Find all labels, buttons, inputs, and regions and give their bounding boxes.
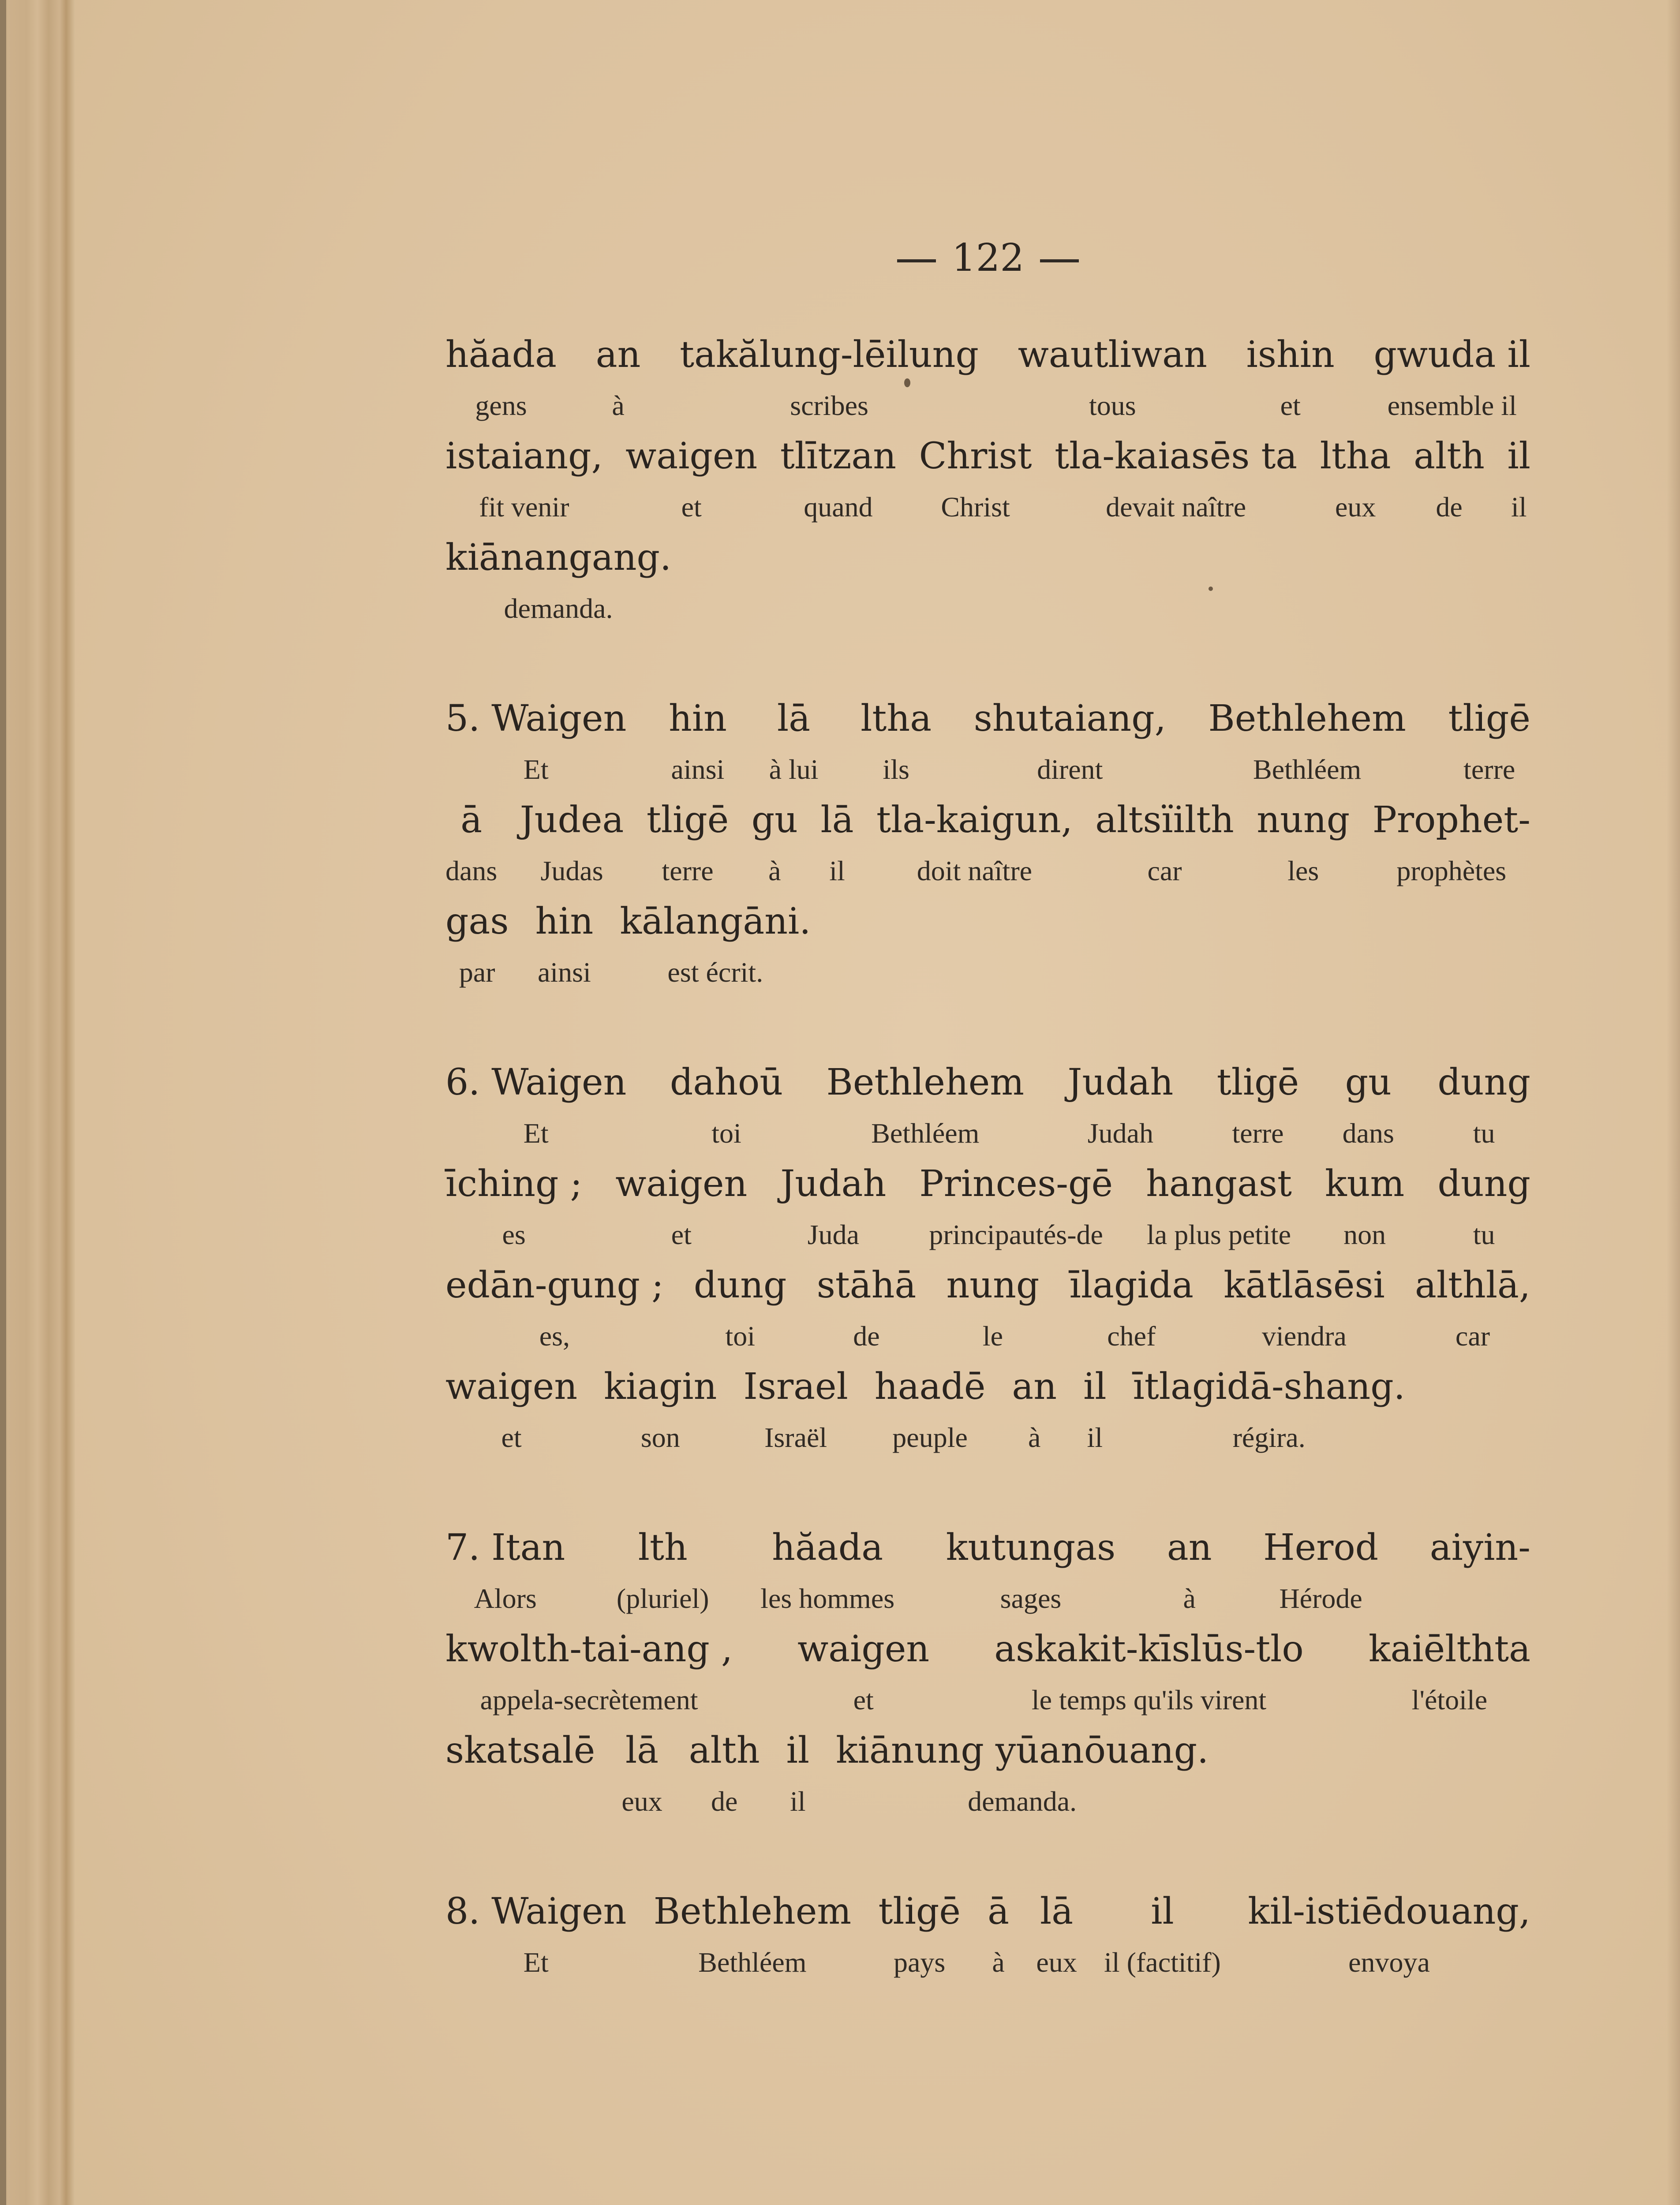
french-gloss: es (502, 1219, 526, 1250)
haida-word: gu (1345, 1061, 1392, 1103)
haida-word: gwuda il (1373, 334, 1530, 376)
word-pair (445, 1056, 626, 1158)
french-gloss: à lui (769, 754, 819, 785)
word-pair (1104, 1885, 1221, 1987)
word-pair (604, 1360, 717, 1462)
verse-v4-cont (445, 329, 1530, 633)
french-gloss: ainsi (671, 754, 725, 785)
word-pair (1208, 692, 1406, 794)
french-gloss: Et (523, 1947, 549, 1978)
french-gloss: ainsi (537, 957, 591, 988)
word-pair (876, 794, 1073, 895)
paper-speck (1209, 587, 1213, 591)
text-line (445, 692, 1530, 794)
haida-word: askakit-kīslūs-tlo (994, 1628, 1304, 1670)
french-gloss: terre (662, 855, 714, 886)
word-pair (994, 1623, 1303, 1724)
french-gloss: de (1436, 491, 1463, 523)
word-pair (786, 1724, 809, 1826)
word-pair (654, 1885, 851, 1987)
word-pair (669, 692, 727, 794)
french-gloss: non (1343, 1219, 1386, 1250)
haida-word: kil-istiēdouang, (1248, 1891, 1530, 1932)
french-gloss: de (853, 1320, 880, 1352)
french-gloss: il (factitif) (1104, 1947, 1221, 1978)
haida-word: an (1167, 1527, 1212, 1569)
word-pair (1083, 1360, 1106, 1462)
word-pair (621, 1724, 662, 1826)
haida-word: kwolth-tai-ang , (445, 1628, 733, 1670)
text-line (445, 1158, 1530, 1259)
french-gloss: Bethléem (698, 1947, 807, 1978)
word-pair (1036, 1885, 1077, 1987)
verse-gap (445, 633, 1530, 692)
haida-word: hangast (1146, 1163, 1292, 1205)
word-pair (689, 1724, 760, 1826)
haida-word: an (1012, 1366, 1057, 1408)
haida-word: ā (988, 1891, 1010, 1932)
word-pair (445, 1623, 733, 1724)
haida-word: il (786, 1730, 810, 1771)
haida-word: hin (669, 698, 727, 740)
french-gloss: Et (523, 754, 549, 785)
french-gloss: dans (445, 855, 498, 886)
word-pair (988, 1885, 1009, 1987)
book-spine-edge (0, 0, 75, 2205)
french-gloss (1477, 1574, 1484, 1623)
haida-word: an (595, 334, 641, 376)
dash-left (897, 259, 936, 262)
word-pair (974, 692, 1166, 794)
word-pair (445, 1158, 582, 1259)
word-pair (445, 1259, 664, 1360)
french-gloss: sages (1000, 1583, 1062, 1614)
french-gloss: ensemble il (1387, 390, 1517, 421)
word-pair (1320, 430, 1391, 531)
french-gloss: de (711, 1786, 738, 1817)
word-pair (445, 1521, 565, 1623)
french-gloss: eux (621, 1786, 662, 1817)
word-pair (445, 1360, 577, 1462)
haida-word: hin (535, 901, 594, 942)
haida-word: kutungas (946, 1527, 1116, 1569)
word-pair (1018, 329, 1207, 430)
haida-word: ltha (861, 698, 932, 740)
word-pair (1167, 1521, 1212, 1623)
french-gloss: par (459, 957, 495, 988)
word-pair (445, 1885, 626, 1987)
french-gloss: Juda (807, 1219, 860, 1250)
french-gloss: doit naître (917, 855, 1033, 886)
word-pair (1248, 1885, 1530, 1987)
word-pair (1369, 1623, 1530, 1724)
haida-word: Bethlehem (826, 1061, 1025, 1103)
interlinear-text (445, 329, 1530, 1987)
text-line (445, 1521, 1530, 1623)
haida-word: kiānangang. (445, 537, 672, 579)
french-gloss: Israël (764, 1422, 827, 1453)
binding-edge (0, 0, 6, 2205)
haida-word: haadē (874, 1366, 986, 1408)
word-pair (769, 692, 819, 794)
word-pair (1414, 430, 1485, 531)
word-pair (1070, 1259, 1194, 1360)
word-pair (1146, 1158, 1292, 1259)
word-pair (878, 1885, 960, 1987)
haida-word: istaiang, (445, 435, 603, 477)
word-pair (1133, 1360, 1405, 1462)
dash-right (1040, 259, 1079, 262)
haida-word: Judah (780, 1163, 887, 1205)
word-pair (836, 1724, 1209, 1826)
word-pair (760, 1521, 894, 1623)
text-line (445, 1623, 1530, 1724)
french-gloss: scribes (790, 390, 868, 421)
haida-word: Judah (1067, 1061, 1174, 1103)
french-gloss: fit venir (479, 491, 569, 523)
haida-word: waigen (625, 435, 758, 477)
word-pair (875, 1360, 986, 1462)
haida-word: Princes-gē (919, 1163, 1113, 1205)
french-gloss (517, 1777, 524, 1826)
haida-word: nung (1257, 799, 1350, 841)
french-gloss: terre (1232, 1117, 1284, 1149)
haida-word: dung (693, 1264, 787, 1306)
verse-gap (445, 997, 1530, 1056)
french-gloss: peuple (892, 1422, 968, 1453)
word-pair (520, 794, 624, 895)
word-pair (1095, 794, 1234, 895)
word-pair (615, 1158, 747, 1259)
word-pair (1325, 1158, 1404, 1259)
french-gloss: et (501, 1422, 522, 1453)
french-gloss: il (790, 1786, 806, 1817)
haida-word: takălung-lēilung (680, 334, 979, 376)
word-pair (827, 1056, 1024, 1158)
haida-word: Bethlehem (653, 1891, 852, 1932)
text-line (445, 329, 1530, 430)
word-pair (445, 895, 509, 997)
haida-word: tla-kaigun, (876, 799, 1073, 841)
text-line (445, 1056, 1530, 1158)
word-pair (647, 794, 729, 895)
french-gloss: il (829, 855, 845, 886)
word-pair (861, 692, 932, 794)
word-pair (1263, 1521, 1378, 1623)
word-pair (445, 430, 603, 531)
haida-word: waigen (615, 1163, 748, 1205)
word-pair (445, 794, 497, 895)
text-line (445, 1885, 1530, 1987)
haida-word: ltha (1320, 435, 1391, 477)
haida-word: Herod (1263, 1527, 1379, 1569)
haida-word: gas (445, 901, 509, 942)
haida-word: Prophet- (1372, 799, 1530, 841)
haida-word: il (1151, 1891, 1174, 1932)
haida-word: kum (1325, 1163, 1405, 1205)
verse-v6 (445, 1056, 1530, 1462)
haida-word: tligē (1448, 698, 1530, 740)
haida-word: tligē (646, 799, 729, 841)
text-line (445, 794, 1530, 895)
haida-word: lā (1040, 1891, 1074, 1932)
haida-word: shutaiang, (973, 698, 1166, 740)
verse-v8 (445, 1885, 1530, 1987)
french-gloss: et (681, 491, 702, 523)
french-gloss: est écrit. (667, 957, 763, 988)
haida-word: kiagin (604, 1366, 717, 1408)
word-pair (780, 430, 896, 531)
word-pair (1067, 1056, 1173, 1158)
french-gloss: pays (893, 1947, 946, 1978)
haida-word: kātlāsēsi (1224, 1264, 1385, 1306)
word-pair (919, 1158, 1113, 1259)
french-gloss: Bethléem (871, 1117, 980, 1149)
word-pair (535, 895, 593, 997)
french-gloss: principautés-de (929, 1219, 1103, 1250)
french-gloss: Alors (474, 1583, 537, 1614)
word-pair (1415, 1259, 1530, 1360)
haida-word: lth (638, 1527, 688, 1569)
french-gloss: la plus petite (1147, 1219, 1291, 1250)
haida-word: 6. Waigen (445, 1061, 627, 1103)
haida-word: il (1083, 1366, 1107, 1408)
french-gloss: les (1287, 855, 1319, 886)
french-gloss: eux (1036, 1947, 1077, 1978)
french-gloss: à (992, 1947, 1005, 1978)
french-gloss: dans (1342, 1117, 1394, 1149)
word-pair (780, 1158, 886, 1259)
text-line (445, 430, 1530, 531)
haida-word: 7. Itan (445, 1527, 565, 1569)
haida-word: tligē (1216, 1061, 1299, 1103)
french-gloss: il (1087, 1422, 1103, 1453)
haida-word: aiyin- (1429, 1527, 1530, 1569)
haida-word: tligē (878, 1891, 961, 1932)
french-gloss: régira. (1232, 1422, 1306, 1453)
word-pair (797, 1623, 929, 1724)
haida-word: lā (820, 799, 854, 841)
french-gloss: Et (523, 1117, 549, 1149)
word-pair (1437, 1056, 1530, 1158)
haida-word: kālangāni. (620, 901, 811, 942)
haida-word: ītlagidā-shang. (1133, 1366, 1405, 1408)
french-gloss: et (853, 1684, 874, 1715)
haida-word: il (1507, 435, 1530, 477)
haida-word: 5. Waigen (445, 698, 627, 740)
french-gloss: prophètes (1396, 855, 1507, 886)
french-gloss: le (982, 1320, 1003, 1352)
french-gloss: gens (475, 390, 527, 421)
french-gloss: Judas (540, 855, 603, 886)
verse-v7 (445, 1521, 1530, 1826)
word-pair (1343, 1056, 1394, 1158)
french-gloss: l'étoile (1411, 1684, 1488, 1715)
haida-word: dahoū (670, 1061, 783, 1103)
word-pair (1430, 1521, 1530, 1623)
french-gloss: le temps qu'ils virent (1031, 1684, 1267, 1715)
word-pair (596, 329, 641, 430)
haida-word: edān-gung ; (445, 1264, 664, 1306)
word-pair (445, 1724, 595, 1826)
french-gloss: Bethléem (1253, 754, 1362, 785)
word-pair (752, 794, 798, 895)
haida-word: ishin (1246, 334, 1335, 376)
french-gloss: toi (711, 1117, 741, 1149)
word-pair (1437, 1158, 1530, 1259)
word-pair (919, 430, 1032, 531)
page-number (445, 236, 1530, 280)
haida-word: alth (688, 1730, 760, 1771)
word-pair (680, 329, 979, 430)
paper-speck (904, 378, 910, 387)
word-pair (1055, 430, 1297, 531)
french-gloss: (pluriel) (616, 1583, 709, 1614)
french-gloss: toi (725, 1320, 755, 1352)
french-gloss: à (612, 390, 625, 421)
haida-word: Judea (520, 799, 624, 841)
word-pair (617, 1521, 709, 1623)
haida-word: īching ; (445, 1163, 583, 1205)
text-line (445, 531, 1530, 633)
haida-word: stāhā (816, 1264, 917, 1306)
haida-word: nung (946, 1264, 1040, 1306)
haida-word: waigen (797, 1628, 930, 1670)
haida-word: lā (625, 1730, 659, 1771)
french-gloss: demanda. (968, 1786, 1077, 1817)
word-pair (946, 1521, 1116, 1623)
word-pair (694, 1259, 787, 1360)
french-gloss: car (1455, 1320, 1490, 1352)
french-gloss: devait naître (1106, 491, 1246, 523)
word-pair (946, 1259, 1039, 1360)
haida-word: Christ (919, 435, 1032, 477)
haida-word: lā (777, 698, 811, 740)
french-gloss: quand (804, 491, 873, 523)
haida-word: altsïilth (1095, 799, 1234, 841)
haida-word: tlītzan (780, 435, 897, 477)
haida-word: skatsalē (445, 1730, 595, 1771)
haida-word: īlagida (1069, 1264, 1194, 1306)
word-pair (1508, 430, 1530, 531)
french-gloss: chef (1107, 1320, 1156, 1352)
haida-word: althlā, (1414, 1264, 1530, 1306)
haida-word: kiānung yūanōuang. (836, 1730, 1209, 1771)
word-pair (445, 329, 557, 430)
french-gloss: son (640, 1422, 680, 1453)
haida-word: tla-kaiasēs ta (1055, 435, 1298, 477)
word-pair (1246, 329, 1335, 430)
word-pair (1224, 1259, 1385, 1360)
word-pair (820, 794, 853, 895)
french-gloss: terre (1463, 754, 1515, 785)
haida-word: ā (460, 799, 483, 841)
word-pair (1012, 1360, 1057, 1462)
haida-word: gu (751, 799, 798, 841)
haida-word: Bethlehem (1208, 698, 1406, 740)
french-gloss: il (1511, 491, 1527, 523)
word-pair (620, 895, 811, 997)
verse-gap (445, 1826, 1530, 1885)
word-pair (1217, 1056, 1299, 1158)
french-gloss: à (1028, 1422, 1041, 1453)
haida-word: kaiēlthta (1368, 1628, 1530, 1670)
haida-word: Israel (743, 1366, 848, 1408)
french-gloss: tu (1473, 1219, 1495, 1250)
verse-v5 (445, 692, 1530, 997)
french-gloss: eux (1335, 491, 1376, 523)
french-gloss: à (768, 855, 781, 886)
haida-word: alth (1414, 435, 1485, 477)
french-gloss: tu (1473, 1117, 1495, 1149)
french-gloss: Hérode (1279, 1583, 1362, 1614)
word-pair (817, 1259, 917, 1360)
french-gloss: Christ (941, 491, 1010, 523)
text-line (445, 895, 1530, 997)
word-pair (445, 692, 626, 794)
word-pair (670, 1056, 783, 1158)
word-pair (1448, 692, 1530, 794)
word-pair (743, 1360, 848, 1462)
word-pair (1374, 329, 1530, 430)
french-gloss: et (671, 1219, 692, 1250)
page-right-edge (1667, 0, 1680, 2205)
text-line (445, 1724, 1530, 1826)
text-line (445, 1360, 1530, 1462)
word-pair (445, 531, 671, 633)
french-gloss: tous (1089, 390, 1136, 421)
haida-word: hăada (445, 334, 557, 376)
verse-gap (445, 1462, 1530, 1521)
french-gloss: viendra (1262, 1320, 1347, 1352)
french-gloss: demanda. (504, 593, 613, 624)
french-gloss: à (1183, 1583, 1196, 1614)
word-pair (625, 430, 757, 531)
haida-word: 8. Waigen (445, 1891, 627, 1932)
french-gloss: et (1280, 390, 1301, 421)
french-gloss: Judah (1087, 1117, 1154, 1149)
haida-word: hăada (772, 1527, 883, 1569)
french-gloss: ils (883, 754, 909, 785)
french-gloss: appela-secrètement (480, 1684, 698, 1715)
haida-word: dung (1437, 1163, 1530, 1205)
french-gloss: es, (539, 1320, 570, 1352)
haida-word: dung (1437, 1061, 1530, 1103)
word-pair (1373, 794, 1530, 895)
haida-word: wautliwan (1018, 334, 1207, 376)
word-pair (1257, 794, 1350, 895)
french-gloss: dirent (1037, 754, 1103, 785)
haida-word: waigen (445, 1366, 578, 1408)
text-line (445, 1259, 1530, 1360)
french-gloss: car (1147, 855, 1182, 886)
french-gloss: envoya (1348, 1947, 1430, 1978)
page-number-text: 122 (951, 236, 1025, 280)
french-gloss: les hommes (760, 1583, 895, 1614)
